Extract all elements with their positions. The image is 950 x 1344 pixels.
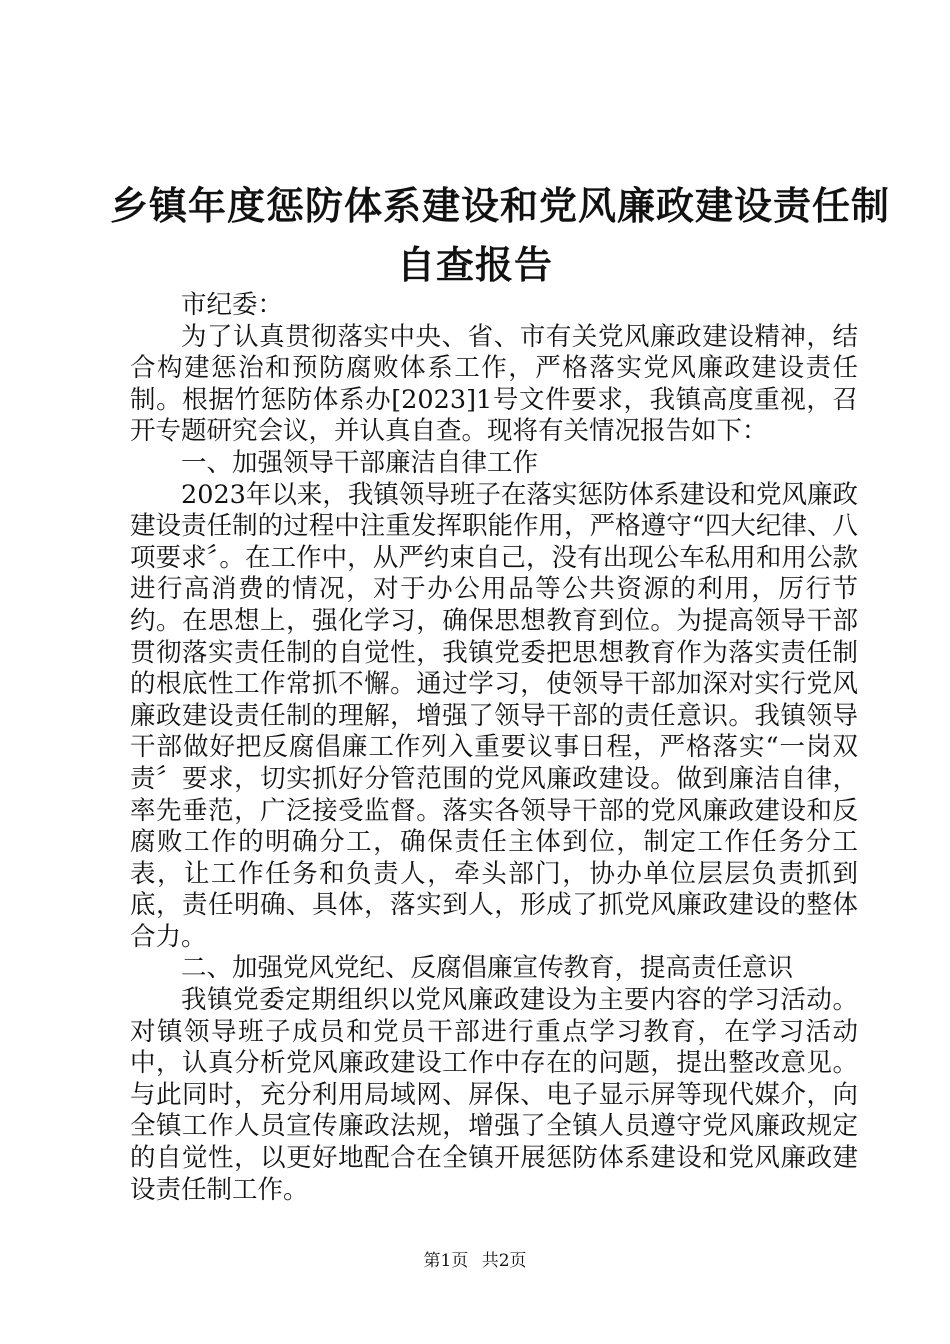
page-footer [0,1246,950,1271]
document-title-line-2: 自查报告 [396,243,553,287]
section-heading-2: 二、加强党风党纪、反腐倡廉宣传教育，提高责任意识 [181,953,794,984]
document-body [130,290,858,1206]
section-2-paragraph: 我镇党委定期组织以党风廉政建设为主要内容的学习活动。对镇领导班子成员和党员干部进行重点学习教育，在学习活动中，认真分析党风廉政建设工作中存在的问题，提出整改意见。与此同时，充分利用局域网、屏保、电子显示屏等现代媒介，向全镇工作人员宣传廉政法规，增强了全镇人员遵守党风廉政规定的自觉性，以更好地配合在全镇开展惩防体系建设和党风廉政建设责任制工作。 [130,985,858,1205]
document-title-line-1: 乡镇年度惩防体系建设和党风廉政建设责任制 [110,184,891,228]
page-number: 第1页 [423,1251,469,1271]
page-total: 共2页 [481,1251,527,1271]
salutation: 市纪委： [181,290,284,320]
section-heading-1: 一、加强领导干部廉洁自律工作 [181,447,539,478]
intro-paragraph: 为了认真贯彻落实中央、省、市有关党风廉政建设精神，结合构建惩治和预防腐败体系工作，严格落实党风廉政建设责任制。根据竹惩防体系办[2023]1号文件要求，我镇高度重视，召开专题研究会议，并认真自查。现将有关情况报告如下： [130,321,858,447]
section-1-paragraph: 2023年以来，我镇领导班子在落实惩防体系建设和党风廉政建设责任制的过程中注重发挥职能作用，严格遵守“四大纪律、八项要求〞。在工作中，从严约束自己，没有出现公车私用和用公款进行高消费的情况，对于办公用品等公共资源的利用，厉行节约。在思想上，强化学习，确保思想教育到位。为提高领导干部贯彻落实责任制的自觉性，我镇党委把思想教育作为落实责任制的根底性工作常抓不懈。通过学习，使领导干部加深对实行党风廉政建设责任制的理解，增强了领导干部的责任意识。我镇领导干部做好把反腐倡廉工作列入重要议事日程，严格落实“一岗双责〞要求，切实抓好分管范围的党风廉政建设。做到廉洁自律，率先垂范，广泛接受监督。落实各领导干部的党风廉政建设和反腐败工作的明确分工，确保责任主体到位，制定工作任务分工表，让工作任务和负责人，牵头部门，协办单位层层负责抓到底，责任明确、具体，落实到人，形成了抓党风廉政建设的整体合力。 [130,479,858,952]
